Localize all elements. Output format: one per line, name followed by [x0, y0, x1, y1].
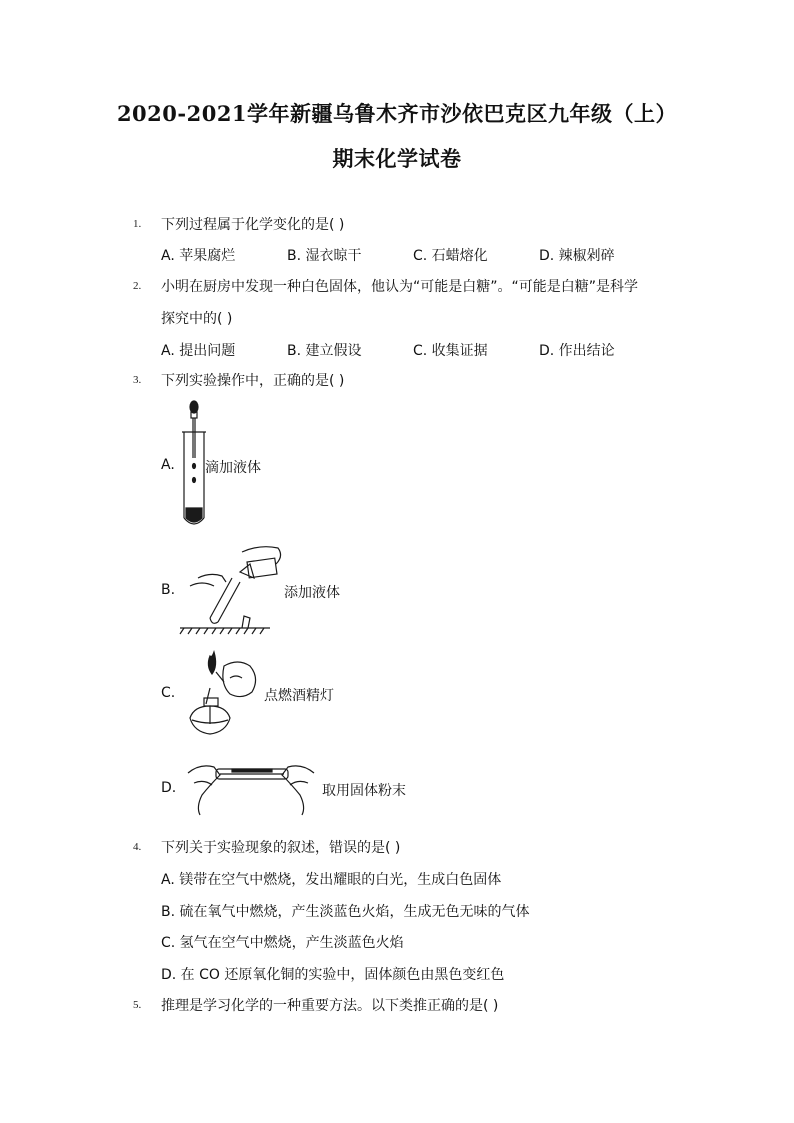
option-b-letter: B.	[161, 582, 176, 598]
question-number: 2.	[133, 280, 142, 292]
question-number: 4.	[133, 841, 142, 853]
pouring-liquid-icon	[180, 542, 285, 634]
option-d: D. 在 CO 还原氧化铜的实验中，固体颜色由黑色变红色	[161, 967, 505, 983]
option-c: C. 收集证据	[413, 343, 488, 359]
question-number: 1.	[133, 218, 142, 230]
option-d-letter: D.	[161, 780, 177, 796]
paper-title-line2: 期末化学试卷	[332, 146, 462, 171]
question-stem: 下列关于实验现象的叙述，错误的是( )	[161, 840, 401, 856]
option-a-letter: A.	[161, 457, 175, 473]
question-stem: 下列过程属于化学变化的是( )	[161, 217, 345, 233]
option-a: A. 苹果腐烂	[161, 248, 236, 264]
option-b: B. 硫在氧气中燃烧，产生淡蓝色火焰，生成无色无味的气体	[161, 904, 530, 920]
option-d: D. 作出结论	[539, 343, 615, 359]
option-c: C. 氢气在空气中燃烧，产生淡蓝色火焰	[161, 935, 404, 951]
option-d: D. 辣椒剁碎	[539, 248, 615, 264]
option-c: C. 石蜡熔化	[413, 248, 488, 264]
option-c-label: 点燃酒精灯	[264, 688, 334, 704]
question-stem-continued: 探究中的( )	[161, 311, 233, 327]
question-stem: 小明在厨房中发现一种白色固体，他认为“可能是白糖”。“可能是白糖”是科学	[161, 279, 639, 295]
alcohol-lamp-lighting-icon	[180, 648, 265, 740]
option-b: B. 湿衣晾干	[287, 248, 362, 264]
question-stem: 下列实验操作中，正确的是( )	[161, 373, 345, 389]
question-number: 5.	[133, 999, 142, 1011]
paper-title-line1: 2020-2021学年新疆乌鲁木齐市沙依巴克区九年级（上）	[116, 101, 678, 126]
option-a-label: 滴加液体	[205, 460, 261, 476]
question-stem: 推理是学习化学的一种重要方法。以下类推正确的是( )	[161, 998, 499, 1014]
option-b-label: 添加液体	[284, 585, 340, 601]
powder-into-tube-icon	[180, 755, 322, 817]
option-c-letter: C.	[161, 685, 176, 701]
option-a: A. 镁带在空气中燃烧，发出耀眼的白光，生成白色固体	[161, 872, 502, 888]
option-d-label: 取用固体粉末	[322, 783, 406, 799]
option-a: A. 提出问题	[161, 343, 236, 359]
question-number: 3.	[133, 374, 142, 386]
option-b: B. 建立假设	[287, 343, 362, 359]
